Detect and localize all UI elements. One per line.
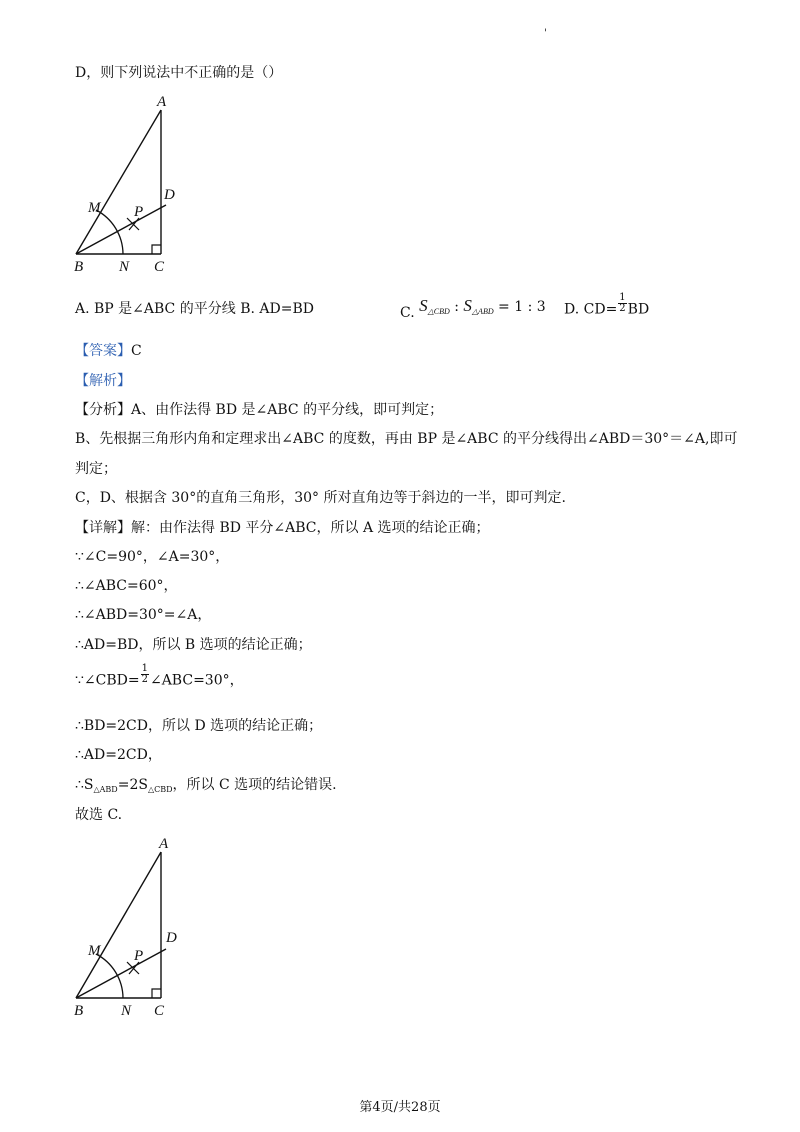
detail-line-6: ∵∠CBD= $\frac{1}{2}$ ∠ABC=30°， <box>75 663 244 689</box>
option-c: C. $S_{\triangle CBD}$ : $S_{\triangle ABD} = 1$ : 3 <box>400 296 546 321</box>
options-row <box>75 301 314 318</box>
label-p-2: P <box>134 948 144 964</box>
fenxi-line-1: 【分析】A、由作法得 BD 是∠ABC 的平分线，即可判定； <box>75 402 444 418</box>
label-m: M <box>88 200 101 216</box>
top-mark: ' <box>544 28 547 39</box>
label-n: N <box>119 259 130 275</box>
option-a: A. BP 是∠ABC 的平分线 <box>75 301 236 317</box>
detail-line-1: 【详解】解：由作法得 BD 平分∠ABC，所以 A 选项的结论正确； <box>75 520 490 536</box>
right-angle-mark <box>152 245 161 254</box>
label-a: A <box>157 94 167 110</box>
triangle-figure-1 <box>70 92 190 277</box>
answer-line <box>75 343 142 360</box>
detail-line-10: 故选 C. <box>75 807 123 823</box>
detail-line-3: ∴∠ABC=60°， <box>75 578 178 594</box>
analysis-tag: 【解析】 <box>75 373 131 389</box>
option-b: B. AD=BD <box>240 301 314 317</box>
triangle-figure-2 <box>70 832 190 1022</box>
label-a-2: A <box>159 836 169 852</box>
label-b: B <box>74 259 84 275</box>
option-d: D. CD= $\frac{1}{2}$ BD <box>564 292 650 318</box>
detail-line-7: ∴BD=2CD，所以 D 选项的结论正确； <box>75 718 323 734</box>
arc-mn-2 <box>96 954 123 998</box>
fraction-half: $\frac{1}{2}$ <box>619 292 626 314</box>
page-footer: 第4页/共28页 <box>359 1100 441 1115</box>
label-d-2: D <box>166 930 177 946</box>
label-d: D <box>164 187 175 203</box>
detail-line-5: ∴AD=BD，所以 B 选项的结论正确； <box>75 637 312 653</box>
label-p: P <box>134 204 144 220</box>
triangle-abc-2 <box>76 852 161 998</box>
label-c-2: C <box>154 1003 165 1019</box>
fenxi-line-3: 判定； <box>75 461 117 477</box>
detail-line-8: ∴AD=2CD， <box>75 747 162 763</box>
arc-mn <box>96 210 123 254</box>
label-c: C <box>154 259 165 275</box>
fenxi-line-2: B、先根据三角形内角和定理求出∠ABC 的度数，再由 BP 是∠ABC 的平分线得出∠ABD＝30°＝∠A,即可 <box>75 431 738 447</box>
answer-tag: 【答案】 <box>75 343 131 359</box>
detail-line-2: ∵∠C=90°，∠A=30°， <box>75 549 230 565</box>
detail-line-9: $\therefore S_{\triangle ABD}=2S_{\triangle CBD}$，所以 C 选项的结论错误. <box>75 777 337 794</box>
question-stem: D，则下列说法中不正确的是（） <box>75 65 283 81</box>
label-n-2: N <box>121 1003 132 1019</box>
right-angle-mark-2 <box>152 989 161 998</box>
answer-value: C <box>131 343 142 359</box>
fenxi-line-4: C，D、根据含 30°的直角三角形，30° 所对直角边等于斜边的一半，即可判定. <box>75 490 566 506</box>
fraction-half-2: $\frac{1}{2}$ <box>141 663 148 685</box>
label-b-2: B <box>74 1003 84 1019</box>
detail-line-4: ∴∠ABD=30°=∠A， <box>75 607 212 623</box>
label-m-2: M <box>88 943 101 959</box>
